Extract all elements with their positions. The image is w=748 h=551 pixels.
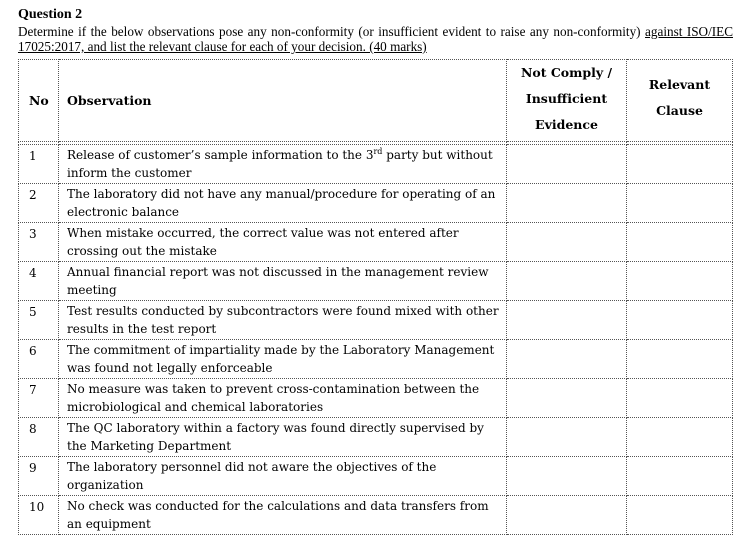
row-number: 6 xyxy=(19,340,59,379)
observation-text: No check was conducted for the calculations and data transfers from an equipment xyxy=(67,499,489,531)
header-clause-line1: Relevant xyxy=(648,77,711,92)
table-row xyxy=(19,262,733,301)
header-observation: Observation xyxy=(59,60,507,142)
row-relevant-clause-cell[interactable] xyxy=(627,301,733,340)
header-no: No xyxy=(19,60,59,142)
row-observation xyxy=(59,457,507,496)
row-relevant-clause-cell[interactable] xyxy=(627,496,733,535)
row-number: 4 xyxy=(19,262,59,301)
row-number: 2 xyxy=(19,184,59,223)
row-observation xyxy=(59,145,507,184)
header-not-comply xyxy=(507,60,627,142)
row-relevant-clause-cell[interactable] xyxy=(627,340,733,379)
row-not-comply-cell[interactable] xyxy=(507,496,627,535)
table-body xyxy=(19,145,733,535)
row-not-comply-cell[interactable] xyxy=(507,145,627,184)
row-not-comply-cell[interactable] xyxy=(507,379,627,418)
observation-text: The QC laboratory within a factory was found directly supervised by the Marketing Department xyxy=(67,421,484,453)
header-not-comply-line3: Evidence xyxy=(535,117,598,132)
row-observation xyxy=(59,496,507,535)
question-title: Question 2 xyxy=(18,7,83,22)
observation-text-continued: party but without inform the customer xyxy=(67,148,493,180)
table-row xyxy=(19,184,733,223)
row-not-comply-cell[interactable] xyxy=(507,262,627,301)
table-row xyxy=(19,340,733,379)
row-number: 5 xyxy=(19,301,59,340)
row-not-comply-cell[interactable] xyxy=(507,418,627,457)
observation-text: When mistake occurred, the correct value was not entered after crossing out the mistake xyxy=(67,226,459,258)
observation-text: The laboratory personnel did not aware the objectives of the organization xyxy=(67,460,437,492)
header-relevant-clause xyxy=(627,60,733,142)
row-relevant-clause-cell[interactable] xyxy=(627,418,733,457)
instructions-text: Determine if the below observations pose any non-conformity (or insufficient evident to raise any non-conformity) xyxy=(18,24,646,39)
row-relevant-clause-cell[interactable] xyxy=(627,262,733,301)
table-header-row xyxy=(19,60,733,142)
row-not-comply-cell[interactable] xyxy=(507,457,627,496)
row-relevant-clause-cell[interactable] xyxy=(627,145,733,184)
row-number: 10 xyxy=(19,496,59,535)
row-number: 7 xyxy=(19,379,59,418)
table-row xyxy=(19,301,733,340)
header-not-comply-line2: Insufficient xyxy=(525,91,608,106)
row-not-comply-cell[interactable] xyxy=(507,223,627,262)
row-not-comply-cell[interactable] xyxy=(507,301,627,340)
header-clause-line2: Clause xyxy=(656,103,703,118)
table-row xyxy=(19,223,733,262)
question-instructions xyxy=(18,24,733,54)
observation-text: The commitment of impartiality made by the Laboratory Management was found not legally enforceable xyxy=(67,343,495,375)
row-observation xyxy=(59,340,507,379)
observations-table xyxy=(18,59,733,535)
row-number: 1 xyxy=(19,145,59,184)
table-row xyxy=(19,145,733,184)
row-observation xyxy=(59,418,507,457)
row-observation xyxy=(59,262,507,301)
observation-text: Release of customer’s sample information to the 3 xyxy=(67,148,374,162)
row-relevant-clause-cell[interactable] xyxy=(627,379,733,418)
row-number: 9 xyxy=(19,457,59,496)
observation-superscript: rd xyxy=(373,147,383,156)
header-not-comply-line1: Not Comply / xyxy=(520,65,613,80)
row-relevant-clause-cell[interactable] xyxy=(627,457,733,496)
instructions-underlined-text: against ISO/IEC 17025:2017, and list the relevant clause for each of your decision. (40 marks) xyxy=(18,24,733,54)
observation-text: The laboratory did not have any manual/procedure for operating of an electronic balance xyxy=(67,187,496,219)
row-not-comply-cell[interactable] xyxy=(507,340,627,379)
row-relevant-clause-cell[interactable] xyxy=(627,184,733,223)
observation-text: No measure was taken to prevent cross-contamination between the microbiological and chemical laboratories xyxy=(67,382,480,414)
row-relevant-clause-cell[interactable] xyxy=(627,223,733,262)
table-row xyxy=(19,457,733,496)
row-observation xyxy=(59,223,507,262)
table-row xyxy=(19,418,733,457)
row-number: 3 xyxy=(19,223,59,262)
table-row xyxy=(19,496,733,535)
observation-text: Test results conducted by subcontractors were found mixed with other results in the test report xyxy=(67,304,499,336)
row-number: 8 xyxy=(19,418,59,457)
row-observation xyxy=(59,379,507,418)
observation-text: Annual financial report was not discussed in the management review meeting xyxy=(67,265,489,297)
row-observation xyxy=(59,301,507,340)
row-not-comply-cell[interactable] xyxy=(507,184,627,223)
table-row xyxy=(19,379,733,418)
row-observation xyxy=(59,184,507,223)
